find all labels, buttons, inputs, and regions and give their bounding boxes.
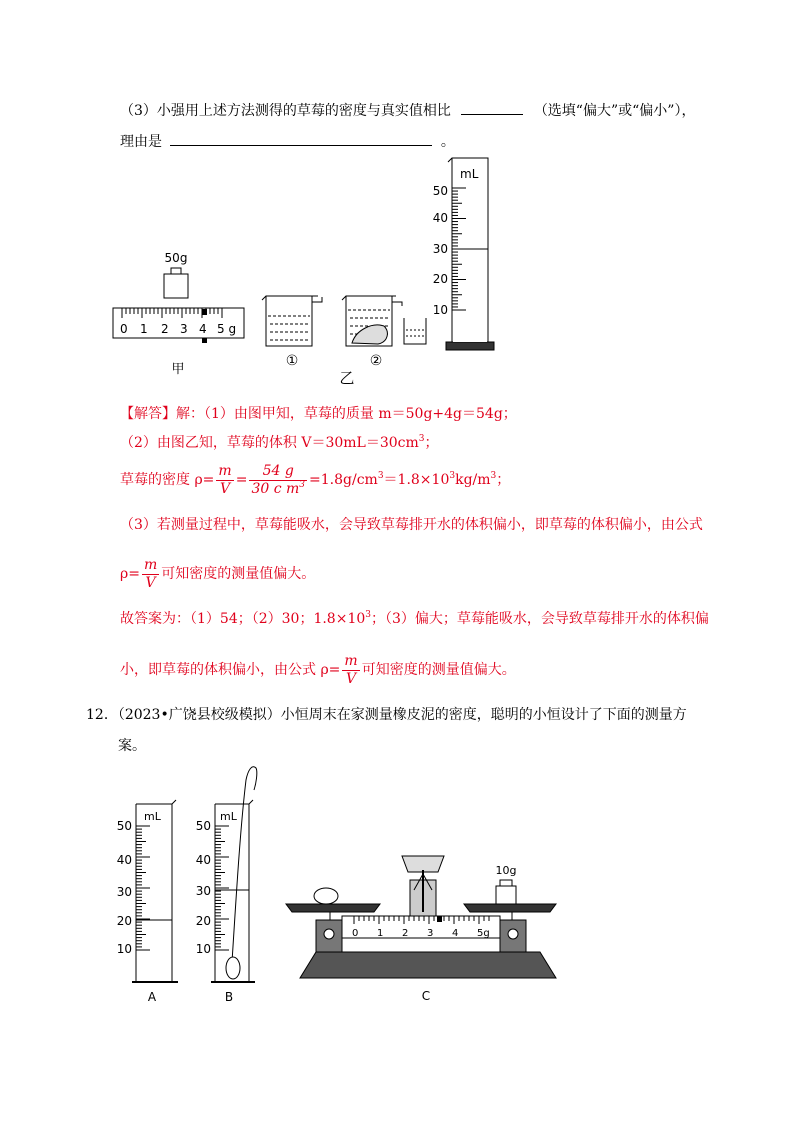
answer-line-3 bbox=[120, 462, 510, 498]
scale-tick-5: 5 g bbox=[217, 322, 237, 336]
frac-den: V bbox=[220, 480, 231, 497]
cylinder-a-ticks bbox=[136, 826, 150, 950]
final-answer-c: 小，即草莓的体积偏小，由公式 ρ= bbox=[120, 662, 341, 678]
cylinder-a-unit: mL bbox=[144, 810, 161, 823]
cylA-tick-10: 10 bbox=[116, 942, 132, 956]
scale-tick-3: 3 bbox=[180, 322, 188, 336]
right-screw bbox=[508, 929, 518, 939]
result-unit-sup: 3 bbox=[490, 471, 497, 481]
label-b: B bbox=[224, 990, 234, 1004]
density-label: 草莓的密度 ρ= bbox=[120, 472, 215, 488]
cylA-tick-30: 30 bbox=[116, 885, 132, 899]
q12-line-2: 案。 bbox=[118, 738, 146, 754]
weight-10g-knob bbox=[500, 880, 512, 886]
rho-label: ρ= bbox=[120, 566, 140, 582]
cylA-tick-50: 50 bbox=[116, 819, 132, 833]
q3-text-b: （选填“偏大”或“偏小”）， bbox=[533, 103, 696, 119]
scale-tick-1: 1 bbox=[140, 322, 148, 336]
beam-tick-3: 3 bbox=[427, 928, 434, 939]
answer-blank-1[interactable] bbox=[461, 100, 523, 115]
label-jia: 甲 bbox=[171, 362, 185, 377]
weight-50g-label: 50g bbox=[164, 251, 188, 265]
q3-line1 bbox=[120, 100, 695, 121]
frac-den-value bbox=[249, 481, 307, 498]
cylB-tick-30: 30 bbox=[195, 884, 211, 898]
beam-tick-0: 0 bbox=[352, 928, 359, 939]
answer-line-4: （3）若测量过程中，草莓能吸水，会导致草莓排开水的体积偏小，即草莓的体积偏小，由公式 bbox=[120, 517, 703, 533]
result-2-sup: 3 bbox=[449, 471, 456, 481]
weight-50g bbox=[164, 274, 188, 298]
answer-line-2-text: （2）由图乙知，草莓的体积 V＝30mL＝30cm bbox=[120, 435, 419, 451]
cylB-tick-20: 20 bbox=[195, 914, 211, 928]
cyl1-tick-10: 10 bbox=[432, 303, 448, 317]
result-unit: kg/m bbox=[455, 472, 491, 488]
clay-on-pan bbox=[314, 888, 338, 904]
result-1: =1.8g/cm bbox=[309, 472, 378, 488]
left-pan bbox=[286, 904, 380, 912]
scale-tick-2: 2 bbox=[161, 322, 169, 336]
answer-line-7 bbox=[120, 652, 516, 688]
rider-bottom bbox=[202, 338, 207, 343]
frac-num-value: 54 g bbox=[249, 463, 307, 481]
frac3-num: m bbox=[344, 652, 358, 669]
frac-den-text: 30 c m bbox=[251, 480, 300, 497]
cylinder-b-ticks bbox=[215, 826, 229, 950]
final-answer-b: ；（3）偏大；草莓能吸水，会导致草莓排开水的体积偏 bbox=[371, 611, 709, 627]
beaker-1 bbox=[262, 296, 322, 346]
answer-line-2-end: ； bbox=[424, 435, 439, 451]
fraction-m-over-v-2 bbox=[142, 557, 159, 592]
q3-line2 bbox=[120, 131, 455, 152]
scale-tick-4: 4 bbox=[199, 322, 207, 336]
left-screw bbox=[324, 929, 334, 939]
beam-tick-1: 1 bbox=[377, 928, 384, 939]
balance-pointer-dial bbox=[402, 856, 444, 872]
beam-rider bbox=[437, 916, 442, 922]
beam-tick-4: 4 bbox=[452, 928, 459, 939]
q12-line-1: 12．（2023•广饶县校级模拟）小恒周末在家测量橡皮泥的密度，聪明的小恒设计了下面的测量方 bbox=[86, 707, 687, 723]
thread bbox=[232, 767, 257, 962]
frac3-den: V bbox=[346, 670, 357, 687]
equals: = bbox=[235, 472, 248, 488]
right-pan bbox=[464, 904, 556, 912]
scale-tick-0: 0 bbox=[120, 322, 128, 336]
label-c: C bbox=[421, 989, 431, 1003]
label-a: A bbox=[147, 990, 157, 1004]
beam-tick-2: 2 bbox=[402, 928, 409, 939]
fraction-m-over-v-3 bbox=[342, 653, 359, 688]
answer-line-2 bbox=[120, 433, 439, 453]
cylB-tick-50: 50 bbox=[195, 819, 211, 833]
final-answer-d: 可知密度的测量值偏大。 bbox=[361, 662, 516, 678]
cyl1-tick-30: 30 bbox=[432, 242, 448, 256]
cyl1-tick-20: 20 bbox=[432, 272, 448, 286]
beam-tick-5: 5g bbox=[477, 928, 490, 939]
q3-reason-label: 理由是 bbox=[120, 134, 162, 150]
frac-num: m bbox=[218, 462, 232, 479]
figure-2 bbox=[110, 760, 570, 1010]
cylA-tick-40: 40 bbox=[116, 853, 132, 867]
balance-base bbox=[300, 952, 556, 978]
frac2-den: V bbox=[145, 574, 156, 591]
weight-10g bbox=[496, 886, 516, 904]
rider-top bbox=[202, 309, 207, 315]
small-cup bbox=[404, 318, 426, 344]
cylinder-1-unit: mL bbox=[460, 167, 479, 181]
beaker-1-water bbox=[268, 316, 310, 340]
answer-blank-2[interactable] bbox=[170, 131, 432, 146]
small-cup-water bbox=[406, 330, 424, 336]
result-2: ＝1.8×10 bbox=[383, 472, 450, 488]
cyl1-tick-40: 40 bbox=[432, 211, 448, 225]
frac-den-sup: 3 bbox=[299, 479, 306, 490]
q3-text-a: （3）小强用上述方法测得的草莓的密度与真实值相比 bbox=[120, 103, 451, 119]
q3-period: 。 bbox=[440, 134, 455, 150]
result-1-sup: 3 bbox=[377, 471, 384, 481]
weight-knob bbox=[171, 268, 181, 274]
cylinder-1-water bbox=[453, 249, 487, 342]
answer-line-5-text: 可知密度的测量值偏大。 bbox=[161, 566, 316, 582]
cylB-tick-40: 40 bbox=[195, 853, 211, 867]
fraction-m-over-v bbox=[216, 463, 233, 498]
answer-line-5 bbox=[120, 556, 315, 592]
cylA-tick-20: 20 bbox=[116, 914, 132, 928]
strawberry bbox=[352, 325, 387, 344]
beaker-2-number: ② bbox=[369, 353, 383, 369]
frac2-num: m bbox=[143, 556, 158, 573]
weight-10g-label: 10g bbox=[495, 864, 517, 877]
answer-line-2-sup: 3 bbox=[418, 434, 425, 444]
final-answer-a: 故答案为：（1）54；（2）30；1.8×10 bbox=[120, 611, 366, 627]
answer-line-1: 【解答】解：（1）由图甲知，草莓的质量 m＝50g+4g＝54g； bbox=[120, 406, 517, 422]
cylB-tick-10: 10 bbox=[195, 942, 211, 956]
figure-1 bbox=[105, 152, 505, 390]
final-answer-sup: 3 bbox=[365, 610, 371, 620]
cyl1-tick-50: 50 bbox=[432, 184, 448, 198]
cylinder-1-base bbox=[446, 342, 494, 350]
answer-line-6 bbox=[120, 609, 709, 629]
cylinder-b-unit: mL bbox=[220, 810, 237, 823]
fraction-values bbox=[249, 463, 307, 498]
label-yi: 乙 bbox=[339, 369, 355, 387]
clay-ball bbox=[226, 957, 240, 979]
result-end: ； bbox=[496, 472, 511, 488]
beaker-1-number: ① bbox=[285, 353, 299, 369]
